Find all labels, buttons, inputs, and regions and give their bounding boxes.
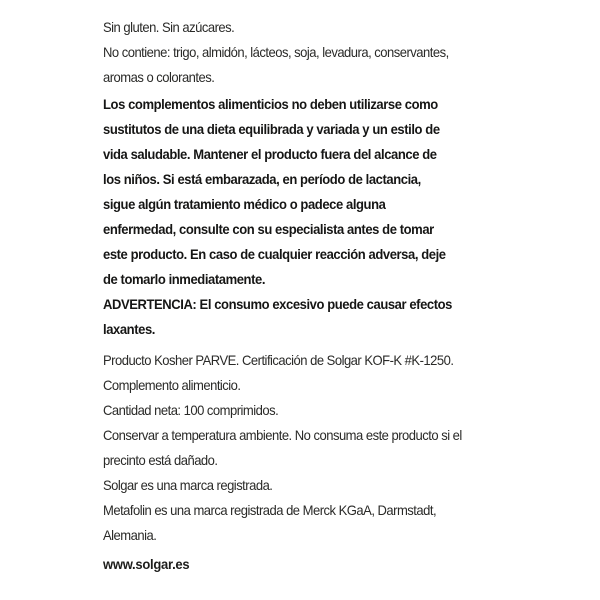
text-line: Metafolin es una marca registrada de Merck KGaA, Darmstadt, [103, 502, 437, 518]
text-line: Alemania. [103, 527, 157, 543]
text-line: No contiene: trigo, almidón, lácteos, soja, levadura, conservantes, [103, 44, 449, 60]
text-line: Sin gluten. Sin azúcares. [103, 19, 235, 35]
product-info [103, 348, 503, 548]
text-line: aromas o colorantes. [103, 69, 215, 85]
text-line: de tomarlo inmediatamente. [103, 271, 266, 287]
text-line: enfermedad, consulte con su especialista antes de tomar [103, 221, 434, 237]
text-line: Cantidad neta: 100 comprimidos. [103, 402, 279, 418]
text-line: Los complementos alimenticios no deben utilizarse como [103, 96, 438, 112]
text-line: los niños. Si está embarazada, en período de lactancia, [103, 171, 421, 187]
text-line: este producto. En caso de cualquier reacción adversa, deje [103, 246, 446, 262]
text-line: laxantes. [103, 321, 155, 337]
product-label-text [103, 15, 503, 577]
text-line: ADVERTENCIA: El consumo excesivo puede causar efectos [103, 296, 453, 312]
warning-block [103, 92, 503, 342]
text-line: sigue algún tratamiento médico o padece alguna [103, 196, 386, 212]
website-url: www.solgar.es [103, 556, 190, 572]
text-line: Complemento alimenticio. [103, 377, 241, 393]
text-line: Producto Kosher PARVE. Certificación de Solgar KOF-K #K-1250. [103, 352, 454, 368]
text-line: Conservar a temperatura ambiente. No consuma este producto si el [103, 427, 462, 443]
text-line: vida saludable. Mantener el producto fuera del alcance de [103, 146, 437, 162]
text-line: sustitutos de una dieta equilibrada y variada y un estilo de [103, 121, 440, 137]
allergen-info [103, 15, 503, 90]
text-line: precinto está dañado. [103, 452, 218, 468]
text-line: Solgar es una marca registrada. [103, 477, 273, 493]
